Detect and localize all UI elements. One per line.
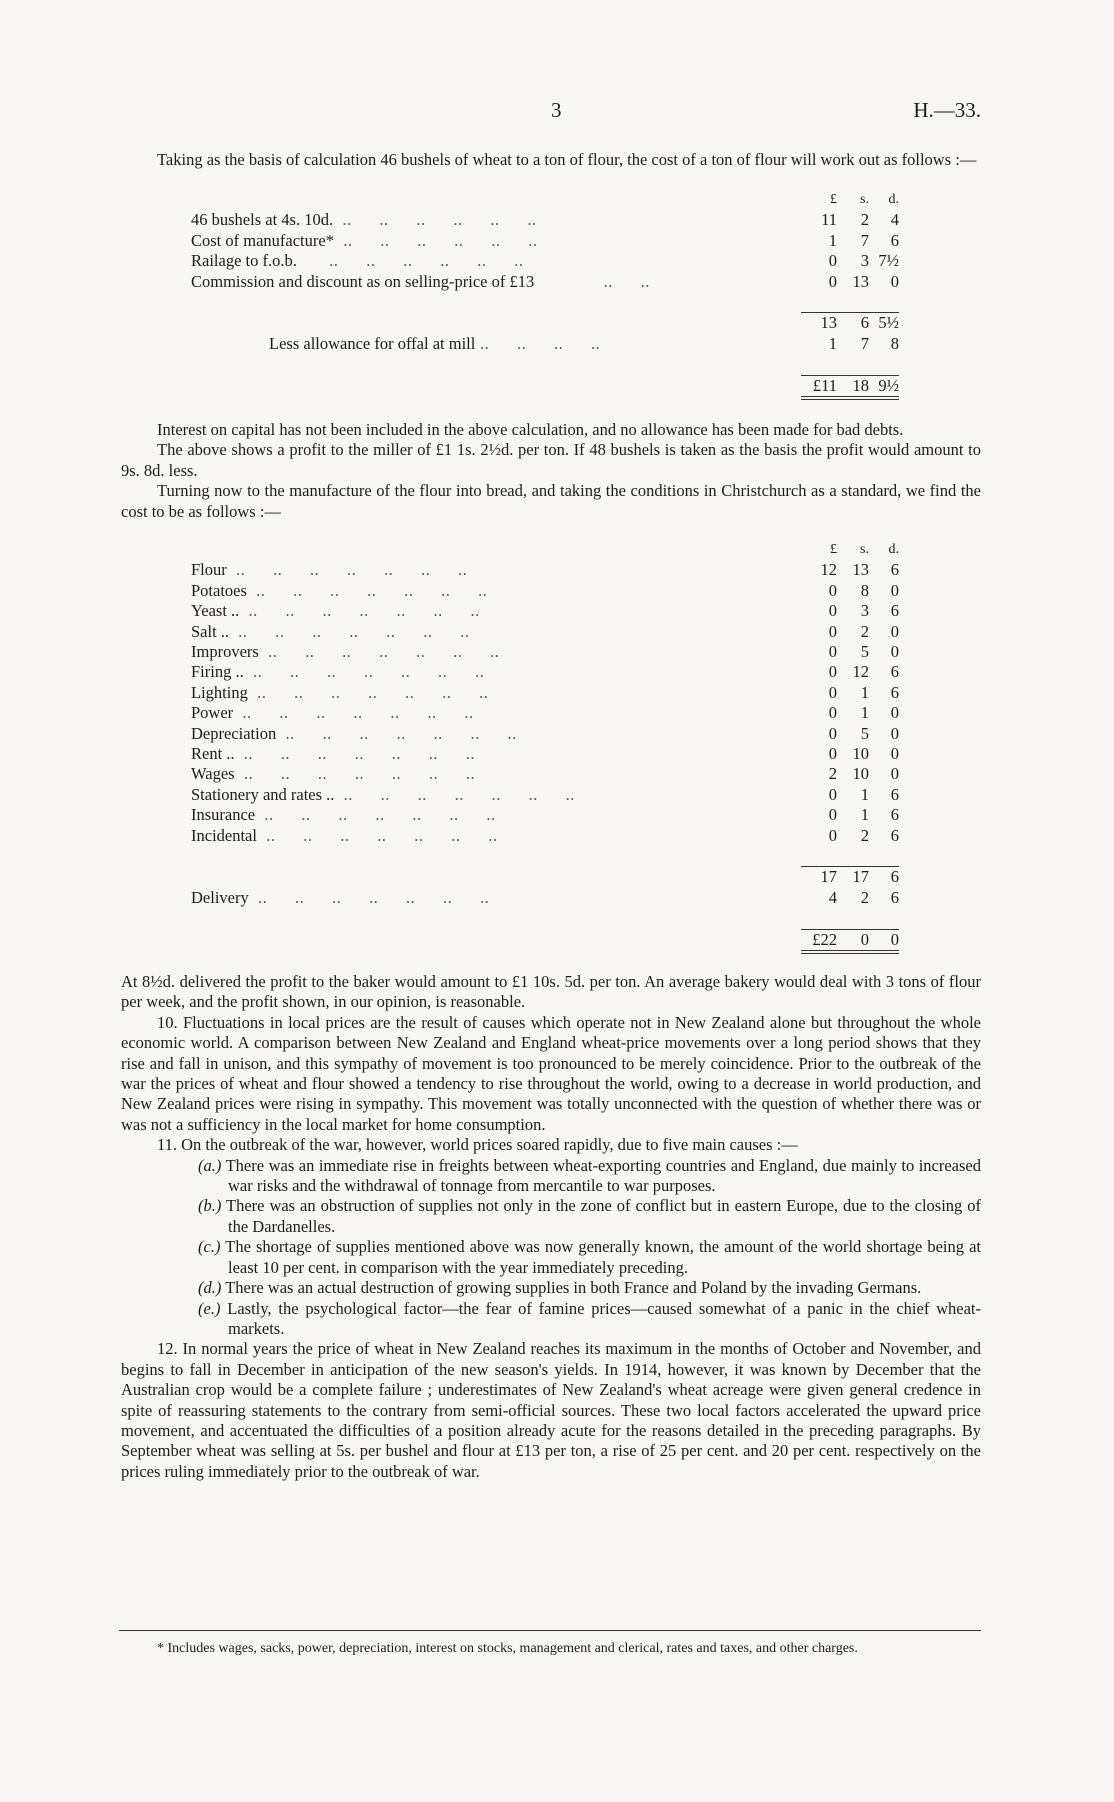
- shillings-cell: 1: [860, 682, 869, 702]
- table-row: Potatoes .. .. .. .. .. .. .. 0 8 0: [191, 580, 899, 600]
- cause-text: There was an obstruction of supplies not only in the zone of conflict but in eastern Europe, due to the closing of the Dardanelles.: [226, 1196, 982, 1236]
- pence-cell: 0: [890, 642, 899, 662]
- total-shillings: 18: [837, 375, 869, 398]
- pounds-cell: 4: [828, 887, 837, 907]
- cause-text: Lastly, the psychological factor—the fear of famine prices—caused somewhat of a panic in the chief wheat-markets.: [227, 1298, 981, 1338]
- row-label: 46 bushels at 4s. 10d.: [191, 210, 334, 230]
- shillings-cell: 8: [860, 580, 869, 600]
- pounds-cell: 0: [828, 723, 837, 743]
- cause-text: There was an immediate rise in freights between wheat-exporting countries and England, due mainly to increased war risks and the withdrawal of tonnage from mercantile to war purposes.: [225, 1155, 981, 1196]
- table-row: Railage to f.o.b. .. .. .. .. .. .. 0 3 7½: [191, 251, 899, 271]
- pounds-cell: 0: [828, 642, 837, 662]
- pence-cell: 0: [890, 744, 899, 764]
- cause-label: (c.): [198, 1237, 221, 1257]
- row-label: Railage to f.o.b.: [191, 251, 297, 271]
- total-row: [191, 375, 899, 398]
- row-label: Potatoes: [191, 580, 247, 600]
- row-label: Salt ..: [191, 621, 230, 641]
- row-label: Lighting: [191, 682, 248, 702]
- row-label: Rent ..: [191, 744, 235, 764]
- footnote-section: [121, 1640, 981, 1658]
- delivery-row: Delivery .. .. .. .. .. .. .. 4 2 6: [191, 887, 899, 907]
- pounds-cell: 0: [828, 251, 837, 271]
- pounds-cell: 0: [828, 682, 837, 702]
- list-item: [121, 1278, 981, 1298]
- row-label: Incidental: [191, 825, 257, 845]
- table-row: Improvers .. .. .. .. .. .. .. 0 5 0: [191, 642, 899, 662]
- table-row: Wages .. .. .. .. .. .. .. 2 10 0: [191, 764, 899, 784]
- shillings-cell: 2: [860, 621, 869, 641]
- shillings-cell: 2: [860, 887, 869, 907]
- table-row: Depreciation .. .. .. .. .. .. .. 0 5 0: [191, 723, 899, 743]
- shillings-cell: 5: [860, 723, 869, 743]
- table-row: Lighting .. .. .. .. .. .. .. 0 1 6: [191, 682, 899, 702]
- list-item: [121, 1299, 981, 1340]
- shillings-cell: 0: [837, 929, 869, 952]
- shillings-cell: 3: [860, 251, 869, 271]
- pence-cell: 0: [890, 703, 899, 723]
- pounds-header: £: [830, 192, 837, 207]
- pence-cell: 6: [890, 601, 899, 621]
- table-row: Yeast .. .. .. .. .. .. .. .. 0 3 6: [191, 601, 899, 621]
- row-label: Yeast ..: [191, 601, 240, 621]
- shillings-cell: 13: [852, 560, 869, 580]
- row-label: Flour: [191, 560, 227, 580]
- shillings-cell: 1: [860, 784, 869, 804]
- total-pounds: £11: [801, 375, 837, 398]
- subtotal-row: [191, 867, 899, 888]
- pounds-cell: 2: [828, 764, 837, 784]
- shillings-cell: 7: [860, 333, 869, 353]
- pence-cell: 0: [890, 723, 899, 743]
- flour-cost-table: [191, 190, 1011, 400]
- table-row: Incidental .. .. .. .. .. .. .. 0 2 6: [191, 825, 899, 845]
- intro-section: [121, 150, 981, 170]
- pounds-cell: 0: [828, 601, 837, 621]
- pounds-cell: 12: [820, 560, 837, 580]
- pence-cell: 6: [890, 887, 899, 907]
- subtotal-shillings: 6: [837, 313, 869, 334]
- offal-allowance-row: Less allowance for offal at mill .. .. .. .. 1 7 8: [269, 333, 899, 353]
- pence-cell: 0: [890, 580, 899, 600]
- shillings-cell: 2: [860, 210, 869, 230]
- pence-cell: 0: [890, 621, 899, 641]
- pence-cell: 4: [890, 210, 899, 230]
- pounds-cell: £22: [801, 929, 837, 952]
- table-row: Cost of manufacture* .. .. .. .. .. .. 1 7 6: [191, 230, 899, 250]
- cause-label: (a.): [198, 1155, 222, 1175]
- table-row: Salt .. .. .. .. .. .. .. .. 0 2 0: [191, 621, 899, 641]
- pence-cell: 0: [869, 929, 899, 952]
- pounds-cell: 0: [828, 662, 837, 682]
- interest-paragraph: Interest on capital has not been included in the above calculation, and no allowance has been made for bad debts.: [157, 420, 904, 439]
- shillings-header: s.: [860, 542, 869, 557]
- pounds-cell: 0: [828, 784, 837, 804]
- pence-cell: 6: [890, 805, 899, 825]
- table-row: Firing .. .. .. .. .. .. .. .. 0 12 6: [191, 662, 899, 682]
- row-label: Depreciation: [191, 723, 277, 743]
- pounds-cell: 0: [828, 580, 837, 600]
- row-label: Cost of manufacture*: [191, 230, 334, 250]
- shillings-cell: 3: [860, 601, 869, 621]
- subtotal-row: [191, 313, 899, 334]
- pence-cell: 6: [869, 867, 899, 888]
- row-label: Commission and discount as on selling-price of £13: [191, 271, 535, 291]
- pounds-cell: 0: [828, 703, 837, 723]
- row-label: Wages: [191, 764, 235, 784]
- pounds-cell: 11: [821, 210, 837, 230]
- post-flour-section: [121, 420, 981, 522]
- table-row: Insurance .. .. .. .. .. .. .. 0 1 6: [191, 805, 899, 825]
- pounds-cell: 17: [801, 867, 837, 888]
- shillings-cell: 17: [837, 867, 869, 888]
- cause-label: (d.): [198, 1278, 222, 1298]
- bread-col-headers: [191, 540, 899, 560]
- footnote-divider: [119, 1630, 981, 1631]
- cause-label: (b.): [198, 1196, 222, 1216]
- shillings-header: s.: [860, 192, 869, 207]
- shillings-cell: 10: [852, 744, 869, 764]
- total-row: [191, 929, 899, 952]
- shillings-cell: 13: [852, 271, 869, 291]
- pence-cell: 6: [890, 825, 899, 845]
- document-reference: H.—33.: [913, 98, 981, 122]
- subtotal-pounds: 13: [801, 313, 837, 334]
- cause-label: (e.): [198, 1298, 221, 1318]
- row-label: Improvers: [191, 642, 259, 662]
- pounds-cell: 0: [828, 805, 837, 825]
- pounds-cell: 0: [828, 744, 837, 764]
- list-item: [121, 1156, 981, 1197]
- pounds-header: £: [830, 542, 837, 557]
- cause-text: There was an actual destruction of growing supplies in both France and Poland by the invading Germans.: [225, 1278, 922, 1298]
- pence-cell: 6: [890, 230, 899, 250]
- row-label: Power: [191, 703, 234, 723]
- pounds-cell: 0: [828, 825, 837, 845]
- table-row: Stationery and rates .. .. .. .. .. .. .. .. 0 1 6: [191, 784, 899, 804]
- row-label: Less allowance for offal at mill: [269, 333, 476, 353]
- pence-cell: 8: [890, 333, 899, 353]
- pence-header: d.: [888, 542, 899, 557]
- pounds-cell: 1: [828, 230, 837, 250]
- flour-cost-grid: [191, 190, 899, 400]
- page-header: [121, 100, 981, 124]
- flour-col-headers: [191, 190, 899, 210]
- pence-cell: 7½: [878, 251, 899, 271]
- paragraph-11: 11. On the outbreak of the war, however, world prices soared rapidly, due to five main causes :—: [157, 1135, 798, 1155]
- table-row: Rent .. .. .. .. .. .. .. .. 0 10 0: [191, 744, 899, 764]
- table-row: Flour .. .. .. .. .. .. .. 12 13 6: [191, 560, 899, 580]
- cause-text: The shortage of supplies mentioned above was now generally known, the amount of the world shortage being at least 10 per cent. in comparison with the year immediately preceding.: [225, 1237, 981, 1277]
- post-bread-section: [121, 972, 981, 1482]
- row-label: Firing ..: [191, 662, 244, 682]
- shillings-cell: 2: [860, 825, 869, 845]
- causes-list: [121, 1156, 981, 1340]
- paragraph-10: 10. Fluctuations in local prices are the result of causes which operate not in New Zealand alone but throughout the whole economic world. A comparison between New Zealand and England wheat-price movements over a long period shows that they rise and fall in unison, and this sympathy of movement is too pronounced to be merely coincidence. Prior to the outbreak of the war the prices of wheat and flour showed a tendency to rise throughout the world, owing to a decrease in world production, and New Zealand prices were rising in sympathy. This movement was totally unconnected with the question of whether there was or was not a sufficiency in the local market for home consumption.: [121, 1012, 981, 1134]
- pounds-cell: 0: [828, 621, 837, 641]
- pence-cell: 6: [890, 560, 899, 580]
- pounds-cell: 0: [828, 271, 837, 291]
- shillings-cell: 1: [860, 805, 869, 825]
- paragraph-12: 12. In normal years the price of wheat in New Zealand reaches its maximum in the months of October and November, and begins to fall in December in anticipation of the new season's yields. In 1914, however, it was known by December that the Australian crop would be a complete failure ; underestimates of New Zealand's wheat acreage were given general credence in spite of reassuring statements to the contrary from semi-official sources. These two local factors accelerated the upward price movement, and accentuated the difficulties of a position already acute for the reasons detailed in the preceding paragraphs. By September wheat was selling at 5s. per bushel and flour at £13 per ton, a rise of 25 per cent. and 20 per cent. respectively on the prices ruling immediately prior to the outbreak of war.: [121, 1339, 981, 1481]
- pence-cell: 6: [890, 662, 899, 682]
- pence-cell: 6: [890, 682, 899, 702]
- list-item: [121, 1237, 981, 1278]
- shillings-cell: 7: [860, 230, 869, 250]
- row-label: Stationery and rates ..: [191, 784, 335, 804]
- row-label: Insurance: [191, 805, 256, 825]
- profit-paragraph: The above shows a profit to the miller of £1 1s. 2½d. per ton. If 48 bushels is taken as the basis the profit would amount to 9s. 8d. less.: [121, 440, 981, 480]
- shillings-cell: 12: [852, 662, 869, 682]
- subtotal-pence: 5½: [869, 313, 899, 334]
- bread-intro-paragraph: Turning now to the manufacture of the flour into bread, and taking the conditions in Christchurch as a standard, we find the cost to be as follows :—: [121, 481, 981, 521]
- intro-paragraph: Taking as the basis of calculation 46 bushels of wheat to a ton of flour, the cost of a ton of flour will work out as follows :—: [157, 150, 977, 169]
- table-row: 46 bushels at 4s. 10d. .. .. .. .. .. .. 11 2 4: [191, 210, 899, 230]
- pounds-cell: 1: [828, 333, 837, 353]
- list-item: [121, 1196, 981, 1237]
- total-pence: 9½: [869, 375, 899, 398]
- row-label: Delivery: [191, 887, 249, 907]
- table-row: Power .. .. .. .. .. .. .. 0 1 0: [191, 703, 899, 723]
- pence-cell: 0: [890, 271, 899, 291]
- baker-paragraph: At 8½d. delivered the profit to the baker would amount to £1 10s. 5d. per ton. An average bakery would deal with 3 tons of flour per week, and the profit shown, in our opinion, is reasonable.: [121, 972, 981, 1012]
- bread-cost-grid: [191, 540, 899, 954]
- pence-header: d.: [888, 192, 899, 207]
- bread-cost-table: [191, 540, 1011, 954]
- pence-cell: 0: [890, 764, 899, 784]
- pence-cell: 6: [890, 784, 899, 804]
- shillings-cell: 5: [860, 642, 869, 662]
- footnote: * Includes wages, sacks, power, depreciation, interest on stocks, management and clerical, rates and taxes, and other charges.: [157, 1641, 858, 1656]
- shillings-cell: 10: [852, 764, 869, 784]
- shillings-cell: 1: [860, 703, 869, 723]
- page-number: 3: [551, 98, 562, 122]
- table-row: Commission and discount as on selling-price of £13 .. .. 0 13 0: [191, 271, 899, 291]
